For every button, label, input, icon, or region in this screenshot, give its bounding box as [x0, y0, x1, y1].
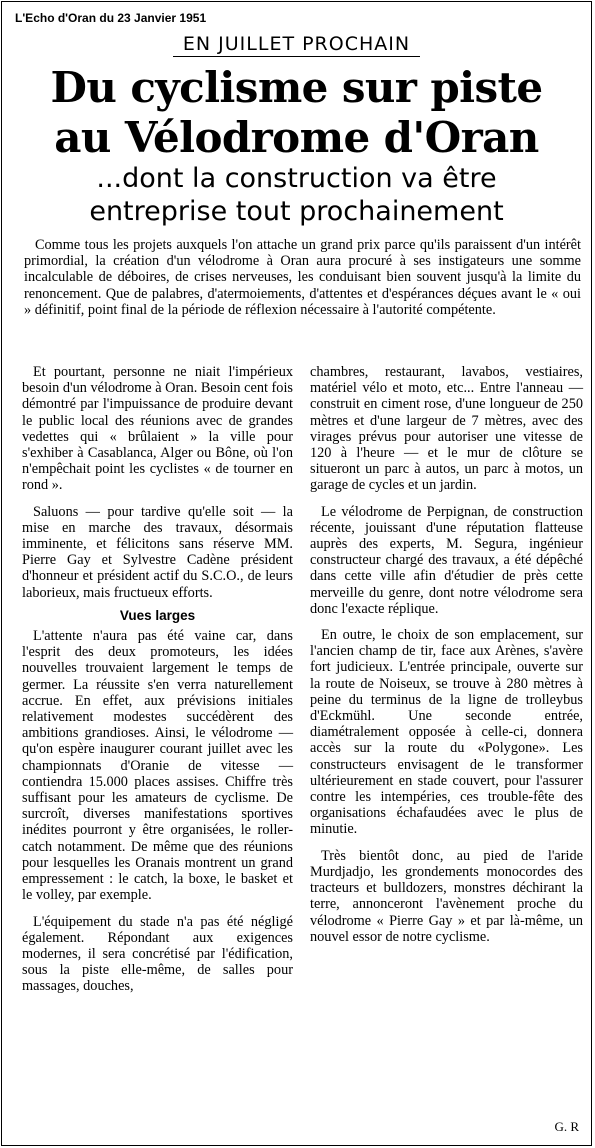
left-column — [22, 364, 293, 1005]
article-frame — [1, 1, 592, 1146]
right-paragraph-1: chambres, restaurant, lavabos, vestiaires, matériel vélo et moto, etc... Entre l'anneau — construit en ciment rose, d'une longueur de 250 mètres et d'une largeur de 7 mètres, avec des virages prévus pour autoriser une vitesse de 120 à l'heure — et le mur de clôture se situeront un parc à autos, un parc à motos, un garage de cycles et un jardin. — [310, 364, 583, 494]
headline-line-2: au Vélodrome d'Oran — [54, 113, 539, 162]
lead-paragraph: Comme tous les projets auxquels l'on attache un grand prix parce qu'ils paraissent d'un intérêt primordial, la création d'un vélodrome à Oran aura procuré à ses instigateurs une somme incalculable de déboires, de crises nerveuses, les conduisant bien souvent jusqu'à la limite du renoncement. Que de palabres, d'atermoiements, d'attentes et d'espérances déçues avant le « oui » définitif, point final de la période de réflexion nécessaire à l'autorité compétente. — [24, 237, 581, 318]
right-paragraph-4: Très bientôt donc, au pied de l'aride Murdjadjo, les grondements monocordes des tracteurs et bulldozers, monstres déchirant la terre, annonceront l'avènement proche du vélodrome « Pierre Gay » et par là-même, un nouvel essor de notre cyclisme. — [310, 847, 583, 945]
left-paragraph-2: Saluons — pour tardive qu'elle soit — la mise en marche des travaux, désormais imminente, et félicitons sans réserve MM. Pierre Gay et Sylvestre Cadène président d'honneur et président actif du S.C.O., de leurs laborieux, mais fructueux efforts. — [22, 503, 293, 601]
left-paragraph-1: Et pourtant, personne ne niait l'impérieux besoin d'un vélodrome à Oran. Besoin cent fois démontré par l'impuissance de produire devant le public local des réunions avec de grandes vedettes qui « brûlaient » la ville pour s'exhiber à Casablanca, Alger ou Bône, où l'on n'empêchait point les cyclistes « de tourner en rond ». — [22, 364, 293, 494]
author-signature: G. R — [554, 1119, 579, 1134]
headline — [2, 63, 591, 163]
kicker: EN JUILLET PROCHAIN — [173, 33, 420, 57]
source-line: L'Echo d'Oran du 23 Janvier 1951 — [15, 11, 207, 25]
subheadline-line-2: entreprise tout prochainement — [89, 196, 504, 227]
left-paragraph-4: L'équipement du stade n'a pas été négligé également. Répondant aux exigences modernes, il sera concrétisé par l'édification, sous la piste elle-même, de salles pour massages, douches, — [22, 913, 293, 995]
left-paragraph-3: L'attente n'aura pas été vaine car, dans l'esprit des deux promoteurs, les idées nouvelles trouvaient largement le temps de germer. La réussite s'en verra naturellement accrue. En effet, aux prévisions initiales relativement modestes succédèrent des ambitions grandioses. Ainsi, le vélodrome — qu'on espère inaugurer courant juillet avec les championnats d'Oranie de vitesse — contiendra 15.000 places assises. Chiffre très suffisant pour les amateurs de cyclisme. De surcroît, diverses manifestations sportives inédites pourront y être organisées, le roller-catch notamment. De même que des réunions pour lesquelles les Oranais montrent un grand empressement : le catch, la boxe, le basket et le volley, par exemple. — [22, 628, 293, 904]
kicker-wrapper — [2, 33, 591, 57]
section-subhead: Vues larges — [119, 607, 196, 623]
right-paragraph-2: Le vélodrome de Perpignan, de construction récente, jouissant d'une réputation flatteuse auprès des experts, M. Segura, ingénieur constructeur chargé des travaux, a été dépêché dans cette ville afin d'étudier de près cette merveille du genre, dont notre vélodrome sera donc l'exacte réplique. — [310, 503, 583, 617]
subheadline-line-1: ...dont la construction va être — [96, 163, 497, 194]
right-paragraph-3: En outre, le choix de son emplacement, sur l'ancien champ de tir, face aux Arènes, s'avère fort judicieux. L'entrée principale, ouverte sur la route de Noiseux, se trouve à 280 mètres à peine du terminus de la ligne de trolleybus d'Eckmühl. Une seconde entrée, diamétralement opposée à celle-ci, donnera accès sur la route du «Polygone». Les constructeurs envisagent de le transformer ultérieurement en stade couvert, pour l'assurer contre les intempéries, ces trouble-fête des organisations échafaudées avec le plus de minutie. — [310, 627, 583, 838]
right-column — [310, 364, 583, 955]
headline-line-1: Du cyclisme sur piste — [50, 63, 543, 112]
subheadline — [2, 162, 591, 228]
